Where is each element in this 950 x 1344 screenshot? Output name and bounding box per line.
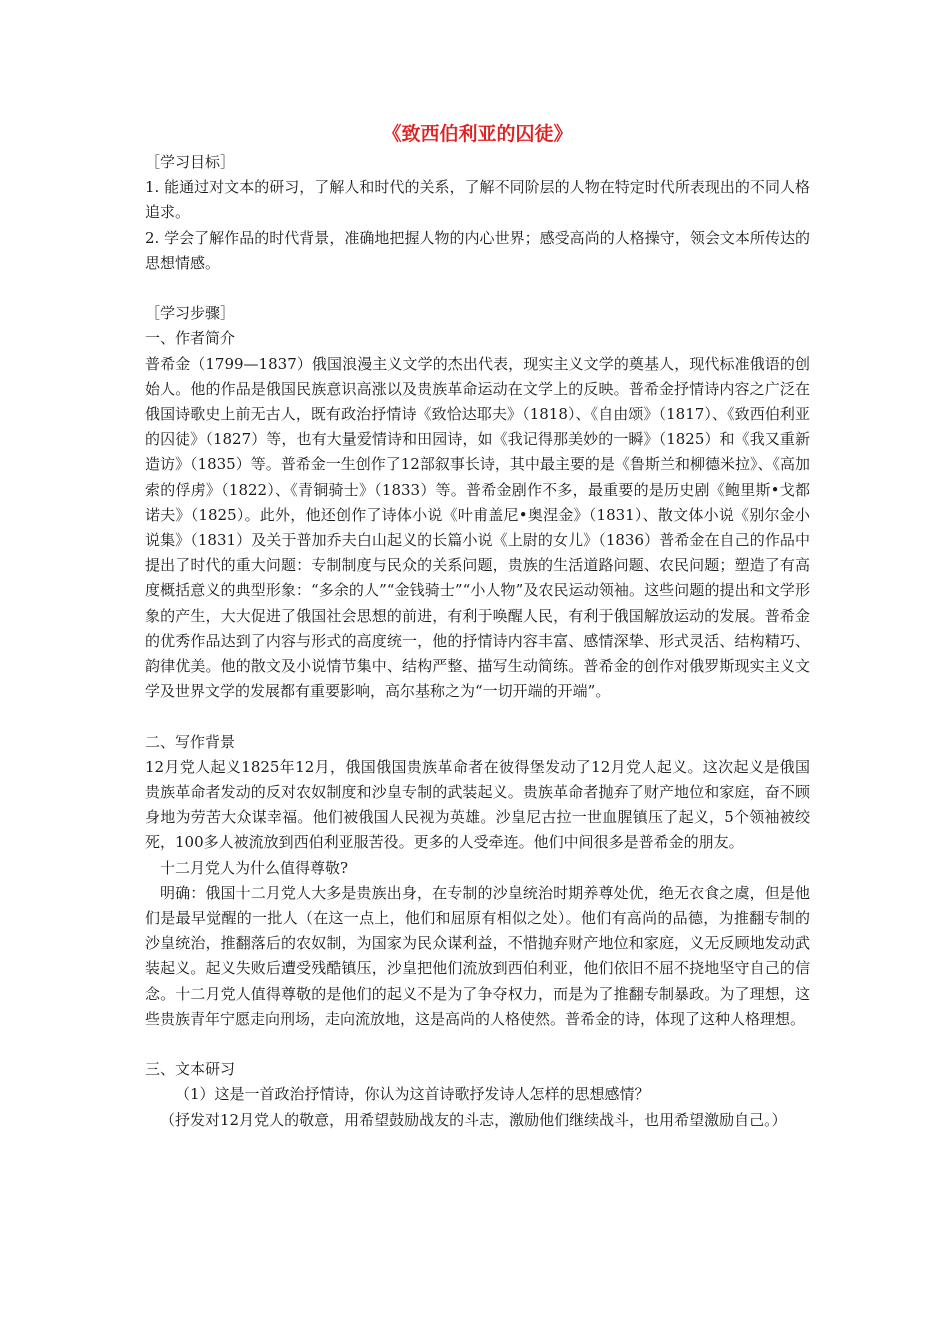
goal-item-1: 1. 能通过对文本的研习，了解人和时代的关系，了解不同阶层的人物在特定时代所表现出的不同人格追求。 xyxy=(145,178,810,222)
goals-heading: ［学习目标］ xyxy=(145,153,236,171)
section-heading-author: 一、作者简介 xyxy=(145,329,236,348)
question-poem-emotion: （1）这是一首政治抒情诗，你认为这首诗歌抒发诗人怎样的思想感情？ xyxy=(175,1085,650,1104)
goal-item-2: 2. 学会了解作品的时代背景，准确地把握人物的内心世界；感受高尚的人格操守，领会文本所传达的思想情感。 xyxy=(145,228,810,272)
document-page xyxy=(145,120,810,1133)
spacer xyxy=(145,276,810,301)
document-title: 《致西伯利亚的囚徒》 xyxy=(382,123,573,145)
section-heading-text-study: 三、文本研习 xyxy=(145,1060,236,1079)
answer-decembrists: 明确：俄国十二月党人大多是贵族出身，在专制的沙皇统治时期养尊处优，绝无衣食之虞，但是他们是最早觉醒的一批人（在这一点上，他们和屈原有相似之处）。他们有高尚的品德，为推翻专制的沙皇统治，推翻落后的农奴制，为国家为民众谋利益，不惜抛弃财产地位和家庭，义无反顾地发动武装起义。起义失败后遭受残酷镇压，沙皇把他们流放到西伯利亚，他们依旧不屈不挠地坚守自己的信念。十二月党人值得尊敬的是他们的起义不是为了争夺权力，而是为了推翻专制暴政。为了理想，这些贵族青年宁愿走向刑场，走向流放地，这是高尚的人格使然。普希金的诗，体现了这种人格理想。 xyxy=(145,883,810,1028)
spacer xyxy=(145,1032,810,1057)
author-intro-paragraph: 普希金（1799—1837）俄国浪漫主义文学的杰出代表，现实主义文学的奠基人，现代标准俄语的创始人。他的作品是俄国民族意识高涨以及贵族革命运动在文学上的反映。普希金抒情诗内容之广泛在俄国诗歌史上前无古人，既有政治抒情诗《致恰达耶夫》（1818）、《自由颂》（1817）、《致西伯利亚的囚徒》（1827）等，也有大量爱情诗和田园诗，如《我记得那美妙的一瞬》（1825）和《我又重新造访》（1835）等。普希金一生创作了12部叙事长诗，其中最主要的是《鲁斯兰和柳德米拉》、《高加索的俘虏》（1822）、《青铜骑士》（1833）等。普希金剧作不多，最重要的是历史剧《鲍里斯•戈都诺夫》（1825）。此外，他还创作了诗体小说《叶甫盖尼•奥涅金》（1831）、散文体小说《别尔金小说集》（1831）及关于普加乔夫白山起义的长篇小说《上尉的女儿》（1836）普希金在自己的作品中提出了时代的重大问题：专制制度与民众的关系问题，贵族的生活道路问题、农民问题；塑造了有高度概括意义的典型形象：“多余的人”“金钱骑士”“小人物”及农民运动领袖。这些问题的提出和文学形象的产生，大大促进了俄国社会思想的前进，有利于唤醒人民，有利于俄国解放运动的发展。普希金的优秀作品达到了内容与形式的高度统一，他的抒情诗内容丰富、感情深挚、形式灵活、结构精巧、韵律优美。他的散文及小说情节集中、结构严整、描写生动简练。普希金的创作对俄罗斯现实主义文学及世界文学的发展都有重要影响，高尔基称之为“一切开端的开端”。 xyxy=(145,354,810,701)
spacer xyxy=(145,704,810,729)
steps-heading: ［学习步骤］ xyxy=(145,304,236,323)
background-paragraph: 12月党人起义1825年12月，俄国俄国贵族革命者在彼得堡发动了12月党人起义。这次起义是俄国贵族革命者发动的反对农奴制度和沙皇专制的武装起义。贵族革命者抛弃了财产地位和家庭，奋不顾身地为劳苦大众谋幸福。他们被俄国人民视为英雄。沙皇尼古拉一世血腥镇压了起义，5个领袖被绞死，100多人被流放到西伯利亚服苦役。更多的人受牵连。他们中间很多是普希金的朋友。 xyxy=(145,757,810,852)
question-decembrists: 十二月党人为什么值得尊敬? xyxy=(160,858,349,877)
answer-poem-emotion: （抒发对12月党人的敬意，用希望鼓励战友的斗志，激励他们继续战斗，也用希望激励自己。） xyxy=(160,1110,787,1129)
section-heading-background: 二、写作背景 xyxy=(145,732,236,751)
